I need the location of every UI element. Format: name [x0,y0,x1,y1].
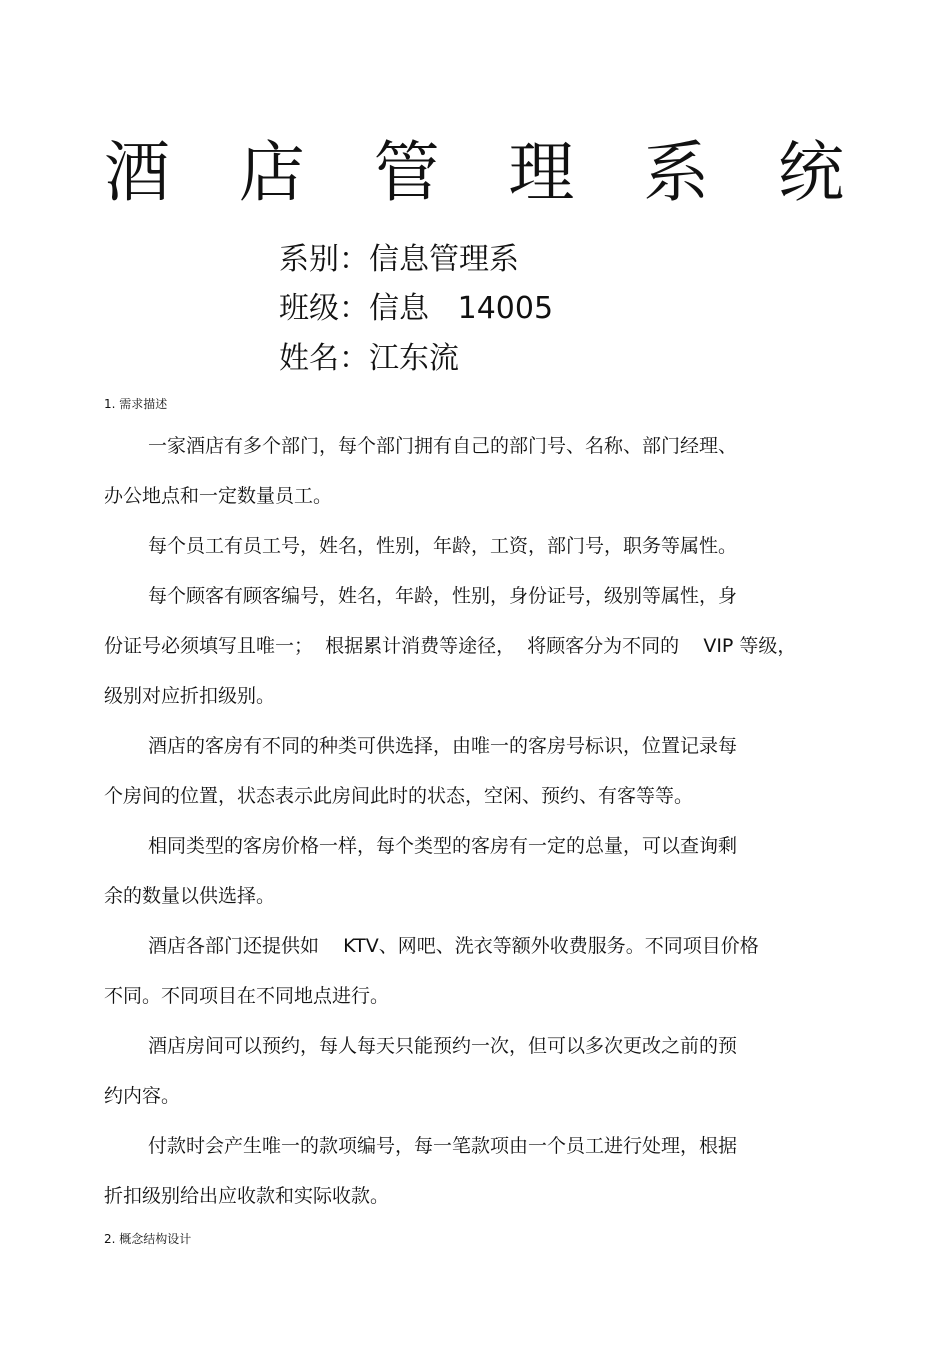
paragraph-line: 约内容。 [104,1085,181,1107]
paragraph-line: 个房间的位置，状态表示此房间此时的状态，空闲、预约、有客等等。 [104,785,694,807]
title-char: 店 [238,134,305,211]
paragraph-line: 酒店的客房有不同的种类可供选择，由唯一的客房号标识，位置记录每 [148,735,738,757]
paragraph [104,421,834,521]
paragraph-line: 每个顾客有顾客编号，姓名，年龄，性别，身份证号，级别等属性，身 [148,585,738,607]
paragraph-line: 每个员工有员工号，姓名，性别，年龄，工资，部门号，职务等属性。 [148,535,738,557]
paragraph [104,571,834,721]
requirements-body [104,421,834,1221]
document-title [104,128,844,218]
section-heading-conceptual-design: 2. 概念结构设计 [104,1232,192,1246]
paragraph-line: 办公地点和一定数量员工。 [104,485,333,507]
class-line: 班级：信息 14005 [279,291,554,326]
paragraph-line: 酒店房间可以预约，每人每天只能预约一次，但可以多次更改之前的预 [148,1035,738,1057]
paragraph [104,721,834,821]
title-char: 酒 [104,134,170,211]
paragraph-line: 相同类型的客房价格一样，每个类型的客房有一定的总量，可以查询剩 [148,835,738,857]
paragraph [104,1021,834,1121]
paragraph [104,821,834,921]
title-char: 管 [373,134,440,211]
paragraph-line: 付款时会产生唯一的款项编号，每一笔款项由一个员工进行处理，根据 [148,1135,738,1157]
paragraph [104,921,834,1021]
name-line: 姓名：江东流 [279,341,459,376]
paragraph [104,521,834,571]
paragraph [104,1121,834,1221]
title-char: 理 [508,134,575,211]
paragraph-line: 折扣级别给出应收款和实际收款。 [104,1185,390,1207]
paragraph-line: 余的数量以供选择。 [104,885,276,907]
department-line: 系别：信息管理系 [279,242,519,277]
title-char: 统 [777,134,844,211]
title-char: 系 [643,134,710,211]
paragraph-line: 不同。不同项目在不同地点进行。 [104,985,390,1007]
paragraph-line: 级别对应折扣级别。 [104,685,276,707]
section-heading-requirements: 1. 需求描述 [104,397,168,411]
paragraph-line: 酒店各部门还提供如 KTV、网吧、洗衣等额外收费服务。不同项目价格 [148,935,759,957]
paragraph-line: 一家酒店有多个部门，每个部门拥有自己的部门号、名称、部门经理、 [148,435,738,457]
paragraph-line: 份证号必须填写且唯一； 根据累计消费等途径， 将顾客分为不同的 VIP 等级， [104,635,797,657]
